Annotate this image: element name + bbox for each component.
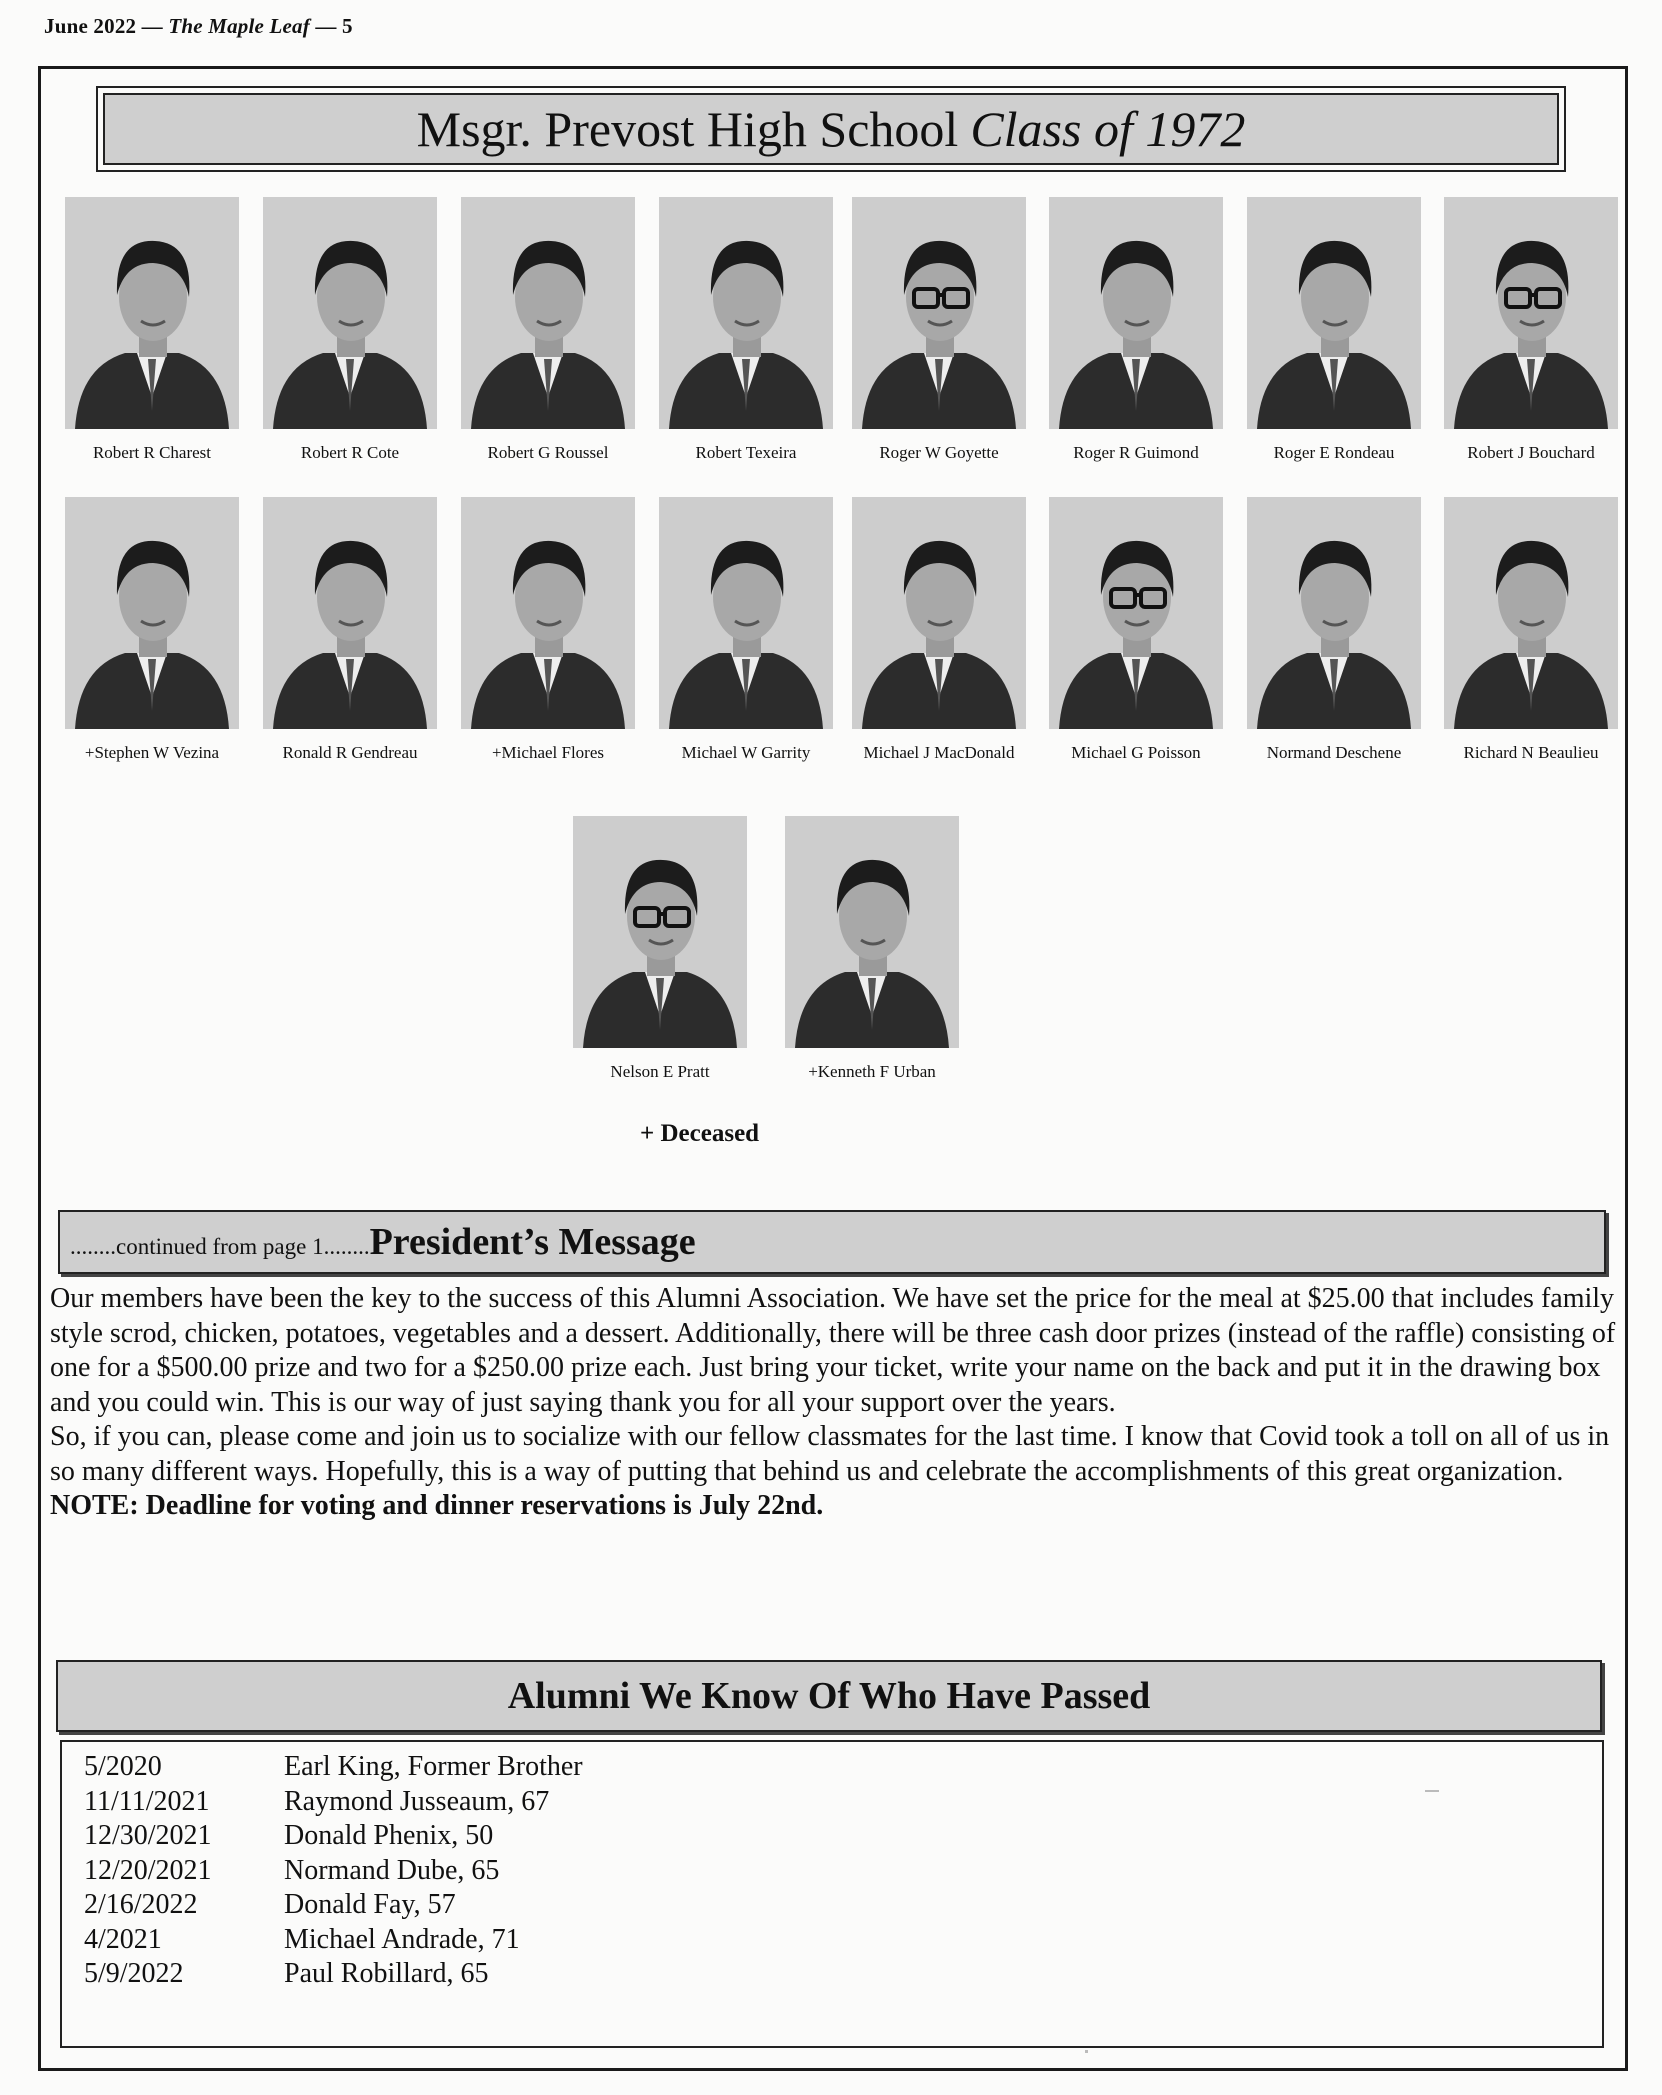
portrait-silhouette [1444, 497, 1618, 729]
portrait-silhouette [461, 497, 635, 729]
classmate-card [458, 497, 638, 763]
portrait-photo [65, 197, 239, 429]
portrait-photo [573, 816, 747, 1048]
portrait-caption: Michael G Poisson [1071, 743, 1201, 762]
alumni-entry [84, 1750, 1602, 1785]
portrait-silhouette [263, 497, 437, 729]
alumni-entry [84, 1785, 1602, 1820]
alumni-entry-name: Donald Fay, 57 [284, 1889, 456, 1920]
portrait-photo [852, 197, 1026, 429]
portrait-caption: Robert Texeira [695, 443, 797, 462]
alumni-passed-bar [56, 1660, 1602, 1732]
portrait-photo [461, 197, 635, 429]
portrait-photo [263, 197, 437, 429]
portrait-caption: +Kenneth F Urban [808, 1062, 936, 1081]
alumni-entry-date: 5/2020 [84, 1751, 162, 1782]
classmate-card [570, 816, 750, 1082]
portrait-silhouette [65, 497, 239, 729]
classmate-card [62, 497, 242, 763]
classmate-card [260, 497, 440, 763]
classmate-card [849, 197, 1029, 463]
portrait-silhouette [1049, 197, 1223, 429]
classmate-card [849, 497, 1029, 763]
portrait-caption: +Stephen W Vezina [84, 743, 220, 762]
portrait-caption: Nelson E Pratt [610, 1062, 710, 1081]
message-paragraph-2 [50, 1420, 1620, 1524]
alumni-entry-date: 2/16/2022 [84, 1889, 198, 1920]
presidents-message-body [50, 1282, 1620, 1524]
portrait-silhouette [573, 816, 747, 1048]
portrait-photo [785, 816, 959, 1048]
portrait-silhouette [1247, 497, 1421, 729]
classmate-card [1046, 497, 1226, 763]
classmate-card [1244, 197, 1424, 463]
portrait-silhouette [461, 197, 635, 429]
alumni-entry-name: Paul Robillard, 65 [284, 1958, 489, 1989]
alumni-entry-date: 12/30/2021 [84, 1820, 212, 1851]
portrait-photo [1444, 497, 1618, 729]
portrait-photo [659, 197, 833, 429]
alumni-entry-date: 12/20/2021 [84, 1854, 212, 1886]
portrait-photo [1049, 197, 1223, 429]
portrait-caption: Robert R Cote [300, 443, 400, 462]
portrait-silhouette [1049, 497, 1223, 729]
alumni-entry-name: Donald Phenix, 50 [284, 1820, 494, 1851]
header-page-number: — 5 [315, 14, 353, 38]
classmate-card [458, 197, 638, 463]
presidents-message-bar [58, 1210, 1606, 1274]
alumni-entry-date: 11/11/2021 [84, 1785, 210, 1817]
deceased-legend: + Deceased [640, 1120, 760, 1147]
portrait-silhouette [263, 197, 437, 429]
class-title [103, 93, 1559, 165]
classmate-card [782, 816, 962, 1082]
portrait-caption: Richard N Beaulieu [1463, 743, 1599, 762]
alumni-passed-heading: Alumni We Know Of Who Have Passed [507, 1675, 1151, 1717]
alumni-entry [84, 1819, 1602, 1854]
portrait-silhouette [65, 197, 239, 429]
alumni-entry [84, 1854, 1602, 1889]
portrait-caption: Robert G Roussel [487, 443, 609, 462]
portrait-caption: Robert J Bouchard [1467, 443, 1595, 462]
classmate-card [260, 197, 440, 463]
presidents-message-heading: President’s Message [369, 1221, 696, 1263]
classmate-card [1244, 497, 1424, 763]
portrait-photo [852, 497, 1026, 729]
portrait-photo [65, 497, 239, 729]
alumni-entry [84, 1888, 1602, 1923]
alumni-entry-name: Michael Andrade, 71 [284, 1923, 520, 1955]
portrait-caption: Michael W Garrity [681, 743, 811, 762]
portrait-photo [1247, 197, 1421, 429]
portrait-silhouette [659, 197, 833, 429]
portrait-silhouette [852, 497, 1026, 729]
portrait-caption: Roger R Guimond [1073, 443, 1199, 462]
portrait-caption: Ronald R Gendreau [282, 743, 418, 762]
scan-speck [1085, 2050, 1088, 2053]
portrait-silhouette [1444, 197, 1618, 429]
alumni-entry-name: Normand Dube, 65 [284, 1854, 500, 1886]
alumni-passed-list [60, 1740, 1604, 2048]
classmate-card [1441, 197, 1621, 463]
portrait-silhouette [659, 497, 833, 729]
alumni-entry-name: Raymond Jusseaum, 67 [284, 1785, 550, 1817]
page-header [44, 14, 353, 39]
portrait-silhouette [852, 197, 1026, 429]
portrait-photo [659, 497, 833, 729]
continued-label: ........continued from page 1........ [70, 1234, 370, 1259]
alumni-entry-date: 4/2021 [84, 1923, 162, 1955]
class-title-box [96, 86, 1566, 172]
class-year: Class of 1972 [970, 101, 1246, 157]
portrait-silhouette [785, 816, 959, 1048]
portrait-photo [461, 497, 635, 729]
classmate-card [62, 197, 242, 463]
classmate-card [1441, 497, 1621, 763]
portrait-caption: Michael J MacDonald [863, 743, 1015, 762]
classmate-card [656, 497, 836, 763]
portrait-photo [1247, 497, 1421, 729]
alumni-entry-date: 5/9/2022 [84, 1958, 184, 1989]
alumni-entry [84, 1923, 1602, 1958]
scan-speck [1425, 1790, 1439, 1792]
alumni-entry-name: Earl King, Former Brother [284, 1751, 583, 1782]
school-name: Msgr. Prevost High School [416, 101, 959, 157]
classmate-card [1046, 197, 1226, 463]
alumni-entry [84, 1957, 1602, 1992]
classmate-card [656, 197, 836, 463]
message-paragraph-1: Our members have been the key to the success of this Alumni Association. We have set the price for the meal at $25.00 that includes family style scrod, chicken, potatoes, vegetables and a dessert. Additionally, there will be three cash door prizes (instead of the raffle) consisting of one for a $500.00 prize and two for a $250.00 prize each. Just bring your ticket, write your name on the back and put it in the drawing box and you could win. This is our way of just saying thank you for all your support over the years. [50, 1283, 1616, 1418]
portrait-photo [263, 497, 437, 729]
portrait-caption: +Michael Flores [491, 743, 605, 762]
header-date: June 2022 — [44, 14, 163, 38]
portrait-caption: Robert R Charest [92, 443, 212, 462]
portrait-caption: Normand Deschene [1266, 743, 1402, 762]
portrait-photo [1049, 497, 1223, 729]
message-paragraph-2-text: So, if you can, please come and join us to socialize with our fellow classmates for the last time. I know that Covid took a toll on all of us in so many different ways. Hopefully, this is a way of putting that behind us and celebrate the accomplishments of this great organization. [50, 1421, 1610, 1487]
portrait-silhouette [1247, 197, 1421, 429]
continued-from-note [70, 1220, 696, 1264]
portrait-caption: Roger E Rondeau [1273, 443, 1395, 462]
deadline-note: NOTE: Deadline for voting and dinner reservations is July 22nd. [50, 1490, 824, 1521]
portrait-photo [1444, 197, 1618, 429]
header-publication: The Maple Leaf [168, 14, 310, 38]
portrait-caption: Roger W Goyette [879, 443, 999, 462]
